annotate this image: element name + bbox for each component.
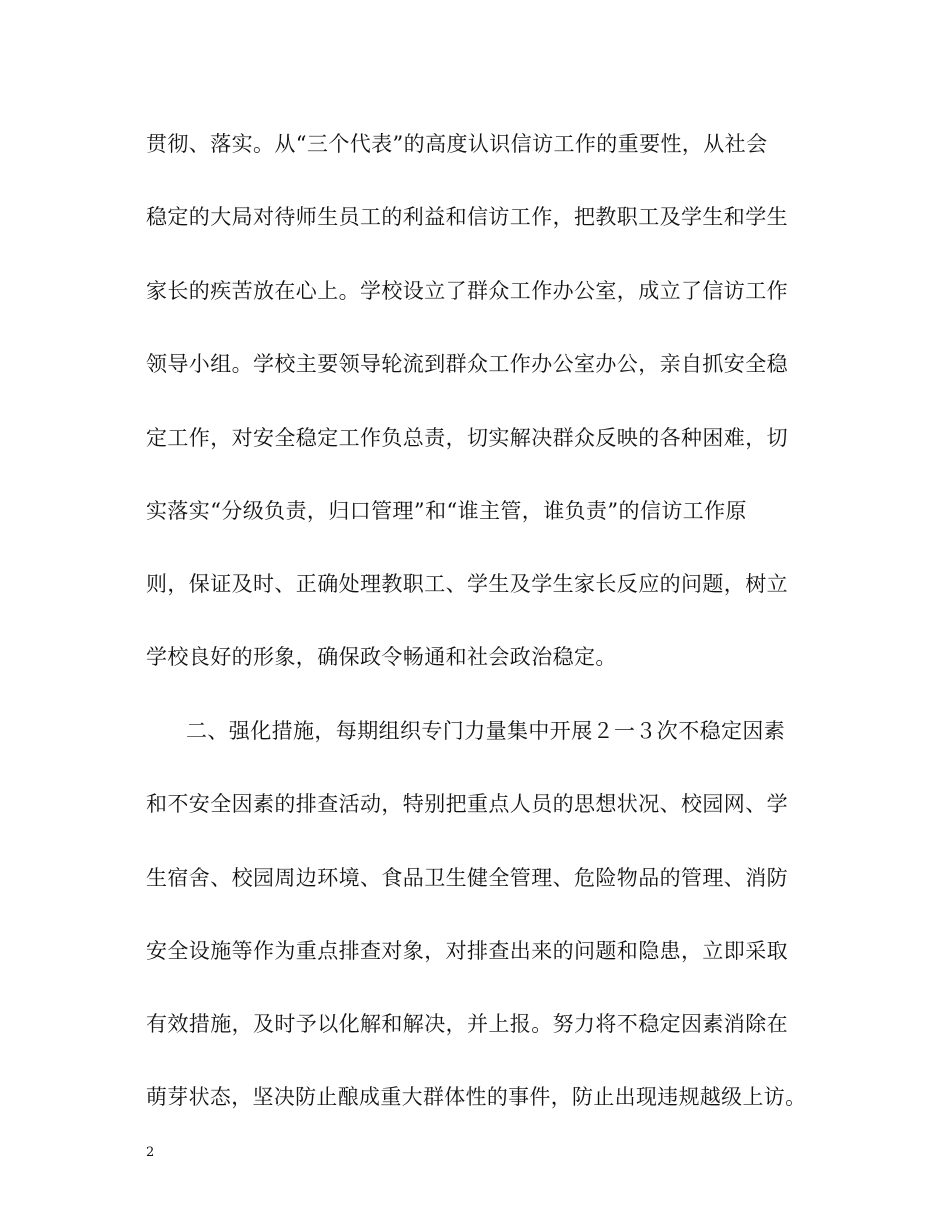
body-text-line: 安全设施等作为重点排查对象，对排查出来的问题和隐患，立即采取 [146,939,788,963]
page-number: 2 [146,1145,155,1160]
body-text-line: 和不安全因素的排查活动，特别把重点人员的思想状况、校园网、学 [146,792,788,816]
body-text-line: 稳定的大局对待师生员工的利益和信访工作，把教职工及学生和学生 [146,205,788,229]
body-text-line: 贯彻、落实。从“三个代表”的高度认识信访工作的重要性，从社会 [146,132,768,156]
body-text-line: 学校良好的形象，确保政令畅通和社会政治稳定。 [146,645,617,669]
body-text-line: 家长的疾苦放在心上。学校设立了群众工作办公室，成立了信访工作 [146,279,788,303]
paragraph-first-line: 二、强化措施，每期组织专门力量集中开展２一３次不稳定因素 [186,719,786,743]
body-text-line: 定工作，对安全稳定工作负总责，切实解决群众反映的各种困难，切 [146,426,788,450]
body-text-line: 则，保证及时、正确处理教职工、学生及学生家长反应的问题，树立 [146,572,788,596]
body-text-line: 领导小组。学校主要领导轮流到群众工作办公室办公，亲自抓安全稳 [146,352,788,376]
body-text-line: 实落实“分级负责，归口管理”和“谁主管，谁负责”的信访工作原 [146,499,747,523]
body-text-line: 萌芽状态，坚决防止酿成重大群体性的事件，防止出现违规越级上访。 [146,1085,807,1109]
body-text-line: 生宿舍、校园周边环境、食品卫生健全管理、危险物品的管理、消防 [146,866,788,890]
body-text-line: 有效措施，及时予以化解和解决，并上报。努力将不稳定因素消除在 [146,1012,788,1036]
